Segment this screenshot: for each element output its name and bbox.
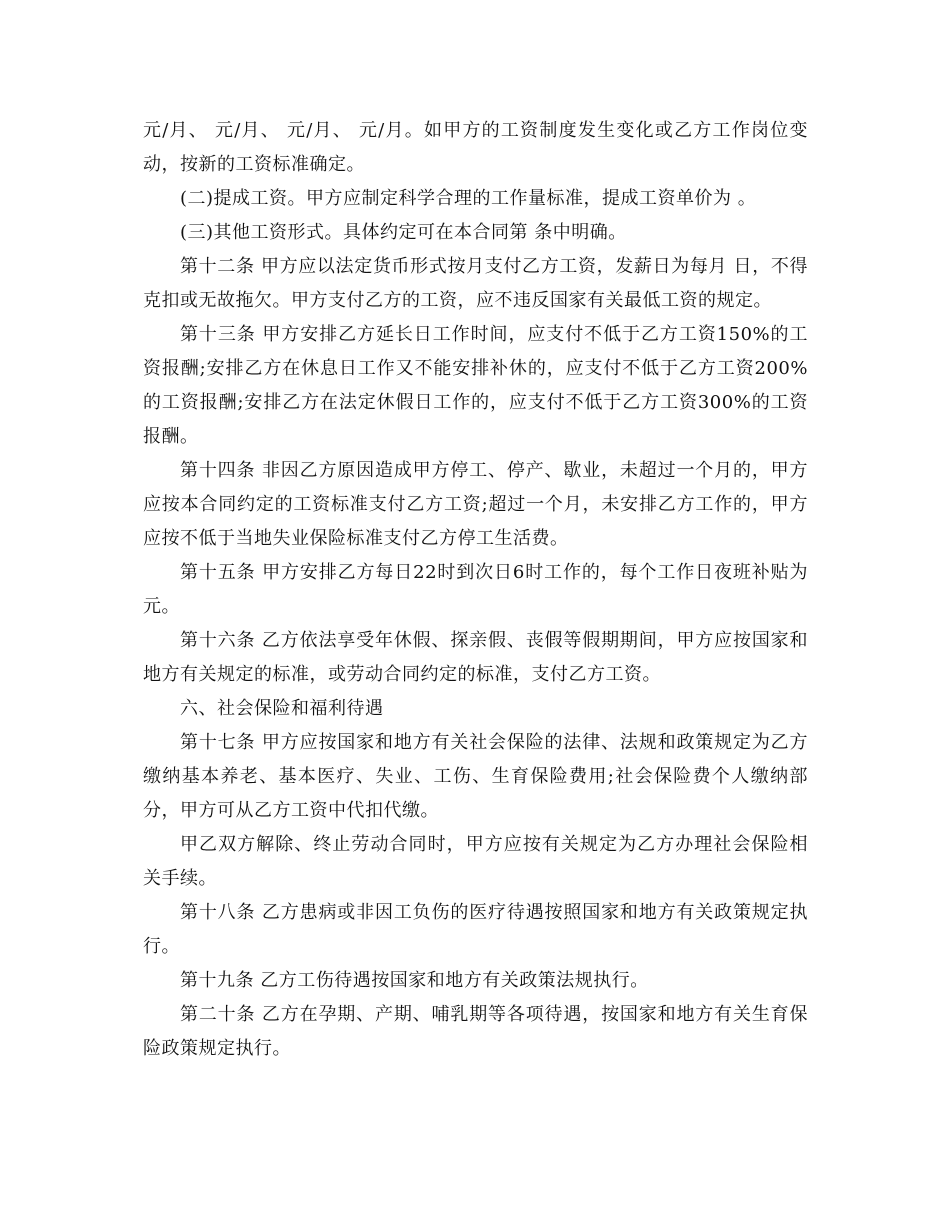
paragraph-article-14: 第十四条 非因乙方原因造成甲方停工、停产、歇业，未超过一个月的，甲方应按本合同约定的工资标准支付乙方工资;超过一个月，未安排乙方工作的，甲方应按不低于当地失业保险标准支付乙方停工生活费。 — [143, 460, 808, 549]
paragraph-article-18: 第十八条 乙方患病或非因工负伤的医疗待遇按照国家和地方有关政策规定执行。 — [143, 902, 808, 957]
paragraph-article-12: 第十二条 甲方应以法定货币形式按月支付乙方工资，发薪日为每月 日，不得克扣或无故拖欠。甲方支付乙方的工资，应不违反国家有关最低工资的规定。 — [143, 256, 808, 311]
paragraph-termination-insurance: 甲乙双方解除、终止劳动合同时，甲方应按有关规定为乙方办理社会保险相关手续。 — [143, 834, 808, 889]
paragraph-article-17: 第十七条 甲方应按国家和地方有关社会保险的法律、法规和政策规定为乙方缴纳基本养老、基本医疗、失业、工伤、生育保险费用;社会保险费个人缴纳部分，甲方可从乙方工资中代扣代缴。 — [143, 732, 808, 821]
paragraph-other-wage: (三)其他工资形式。具体约定可在本合同第 条中明确。 — [180, 222, 627, 243]
paragraph-commission-wage: (二)提成工资。甲方应制定科学合理的工作量标准，提成工资单价为 。 — [180, 188, 757, 209]
paragraph-article-19: 第十九条 乙方工伤待遇按国家和地方有关政策法规执行。 — [180, 970, 649, 991]
paragraph-article-20: 第二十条 乙方在孕期、产期、哺乳期等各项待遇，按国家和地方有关生育保险政策规定执行。 — [143, 1004, 808, 1059]
document-body — [143, 114, 808, 1066]
paragraph-wage-continuation: 元/月、 元/月、 元/月、 元/月。如甲方的工资制度发生变化或乙方工作岗位变动，按新的工资标准确定。 — [143, 120, 808, 175]
paragraph-article-13: 第十三条 甲方安排乙方延长日工作时间，应支付不低于乙方工资150%的工资报酬;安排乙方在休息日工作又不能安排补休的，应支付不低于乙方工资200%的工资报酬;安排乙方在法定休假日工作的，应支付不低于乙方工资300%的工资报酬。 — [143, 324, 808, 447]
paragraph-article-16: 第十六条 乙方依法享受年休假、探亲假、丧假等假期期间，甲方应按国家和地方有关规定的标准，或劳动合同约定的标准，支付乙方工资。 — [143, 630, 808, 685]
paragraph-article-15: 第十五条 甲方安排乙方每日22时到次日6时工作的，每个工作日夜班补贴为 元。 — [143, 562, 808, 617]
section-heading-social-insurance: 六、社会保险和福利待遇 — [180, 698, 384, 719]
